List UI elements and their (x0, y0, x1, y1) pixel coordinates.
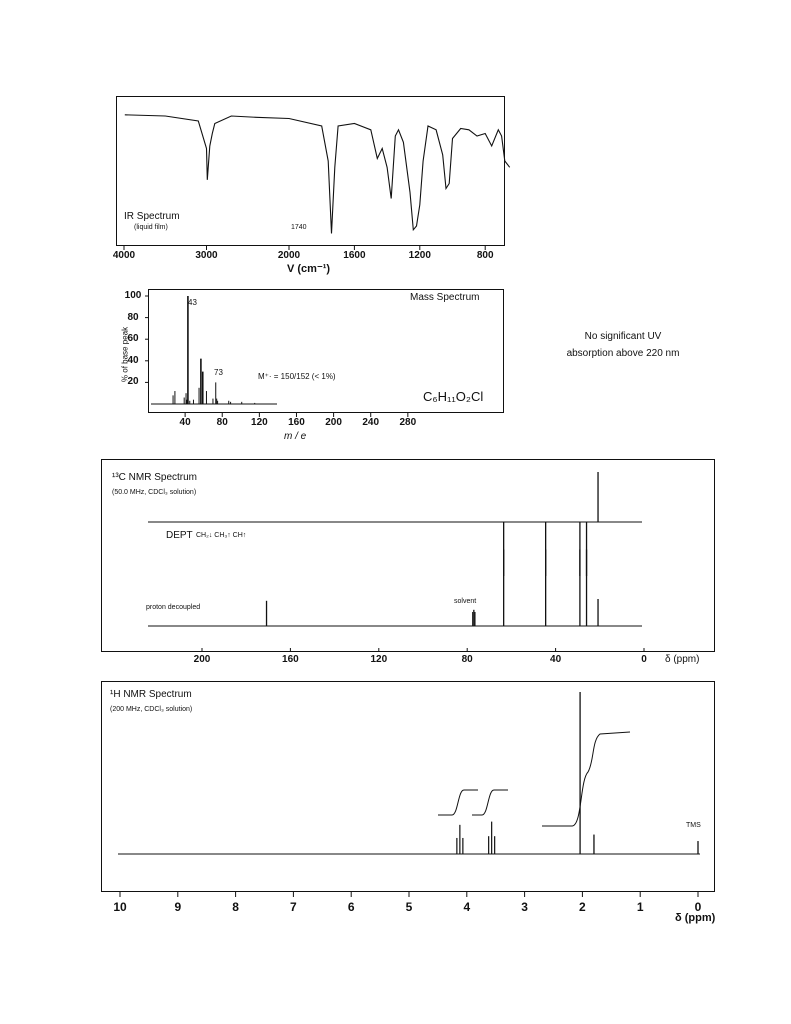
ms-xtick-label: 160 (288, 417, 305, 428)
ms-ytick-label: 100 (124, 290, 142, 301)
ms-ytick-label: 80 (127, 311, 139, 323)
h1-title: ¹H NMR Spectrum (110, 689, 192, 700)
ms-xtick-label: 120 (251, 417, 268, 428)
ir-subtitle: (liquid film) (134, 224, 168, 231)
c13-solvent: solvent (454, 598, 477, 605)
ir-tick-label: 1600 (343, 250, 366, 261)
c13-tick-label: 120 (370, 654, 388, 665)
ms-ytick-label: 60 (127, 333, 139, 345)
h1-tick-label: 6 (347, 900, 355, 914)
h1-tick-label: 2 (579, 900, 586, 914)
ms-title: Mass Spectrum (410, 292, 480, 303)
h1-tms-label: TMS (686, 822, 701, 829)
ms-xtick-label: 240 (362, 417, 380, 428)
h1-integral-3.57 (472, 790, 508, 815)
c13-dept-label: DEPT (166, 530, 193, 541)
c13-tick-label: 160 (282, 654, 299, 665)
ms-xtick-label: 80 (216, 417, 228, 428)
h1-integral-4.12 (438, 790, 478, 815)
ir-tick-label: 4000 (112, 250, 136, 261)
c13-title: ¹³C NMR Spectrum (112, 472, 198, 483)
ir-tick-label: 3000 (195, 250, 218, 261)
c13-tick-label: 0 (641, 654, 647, 665)
h1-tick-label: 0 (694, 900, 702, 914)
h1-tick-label: 7 (290, 900, 297, 914)
ir-title: IR Spectrum (124, 211, 180, 222)
ir-tick-label: 1200 (408, 250, 431, 261)
uv-line2: absorption above 220 nm (566, 348, 680, 359)
c13-tick-label: 40 (550, 654, 562, 665)
h1-tick-label: 9 (174, 900, 182, 914)
ir-xlabel: V (cm⁻¹) (287, 263, 331, 275)
ms-xtick-label: 200 (325, 417, 342, 428)
h1-integral-2.0 (542, 732, 630, 826)
h1-tick-label: 10 (113, 900, 127, 914)
ir-tick-label: 800 (476, 250, 494, 261)
ms-peak-label-73: 73 (214, 368, 223, 377)
c13-dept-legend: CH₂↓ CH₃↑ CH↑ (196, 532, 247, 539)
h1-xlabel: δ (ppm) (675, 912, 716, 924)
ms-xtick-label: 40 (179, 417, 191, 428)
c13-tick-label: 200 (193, 654, 211, 665)
ir-trace (125, 115, 510, 234)
h1-tick-label: 8 (232, 900, 239, 914)
h1-subtitle: (200 MHz, CDCl₃ solution) (110, 706, 193, 713)
ms-xtick-label: 280 (399, 417, 417, 428)
h1-tick-label: 3 (521, 900, 528, 914)
ir-annotation: 1740 (291, 224, 307, 231)
c13-proton-decoupled: proton decoupled (146, 604, 201, 611)
uv-line1: No significant UV (584, 331, 662, 342)
ms-ylabel: % of base peak (120, 326, 130, 383)
ms-ytick-label: 40 (127, 354, 139, 366)
c13-tick-label: 80 (461, 654, 473, 665)
c13-xlabel: δ (ppm) (665, 654, 700, 665)
c13-subtitle: (50.0 MHz, CDCl₃ solution) (112, 489, 197, 496)
h1-tick-label: 4 (463, 900, 471, 914)
h1-tick-label: 5 (405, 900, 413, 914)
ms-formula: C₆H₁₁O₂Cl (423, 389, 484, 404)
ms-ytick-label: 20 (127, 376, 139, 388)
ms-molecular-ion: M⁺· = 150/152 (< 1%) (258, 372, 336, 381)
ms-xlabel: m / e (284, 431, 307, 442)
ms-peak-label-43: 43 (188, 298, 197, 307)
ir-tick-label: 2000 (277, 250, 301, 261)
h1-tick-label: 1 (636, 900, 644, 914)
